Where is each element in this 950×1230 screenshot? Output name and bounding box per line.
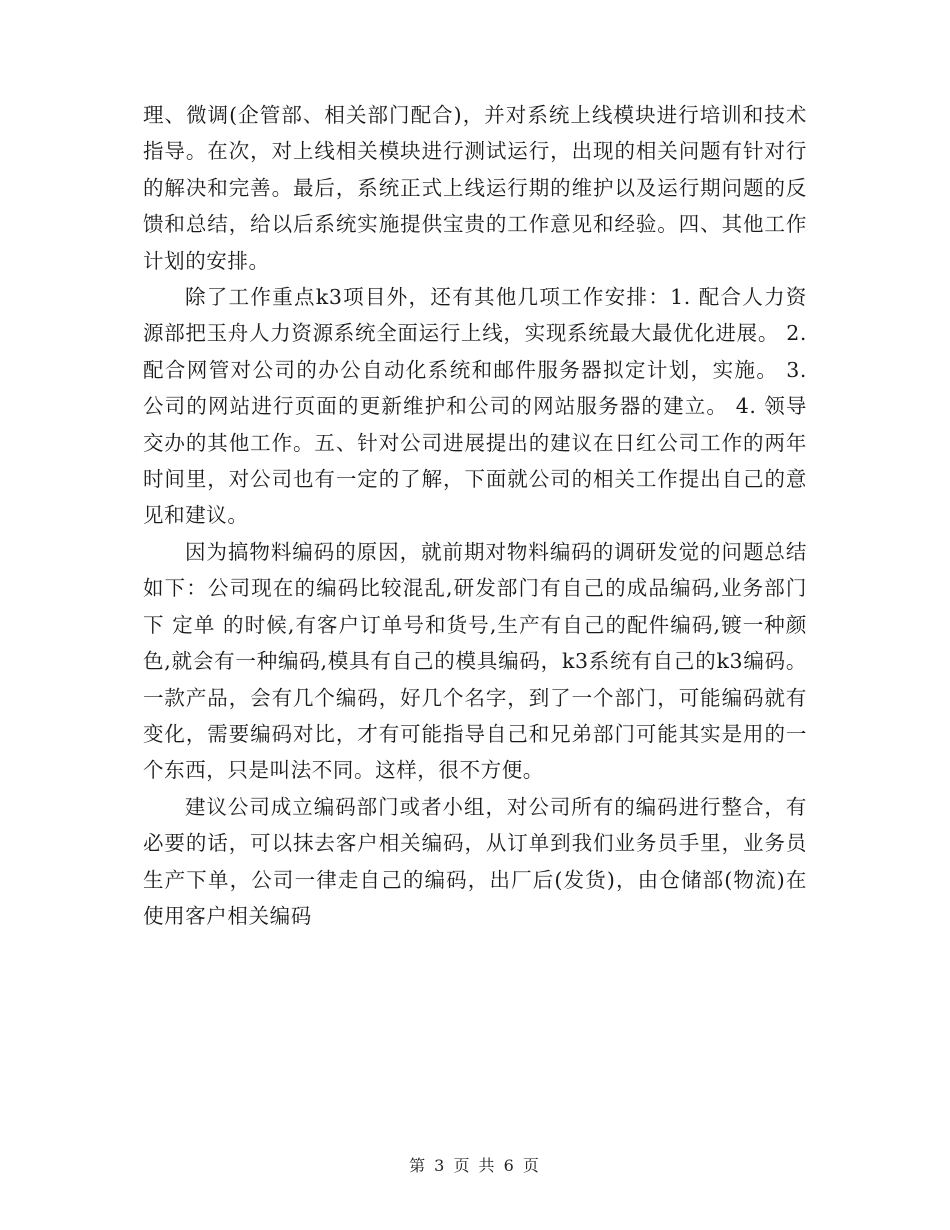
paragraph-1: 理、微调(企管部、相关部门配合)，并对系统上线模块进行培训和技术指导。在次，对上线相关模块进行测试运行，出现的相关问题有针对行的解决和完善。最后，系统正式上线运行期的维护以及运行期问题的反馈和总结，给以后系统实施提供宝贵的工作意见和经验。四、其他工作计划的安排。 [143, 103, 807, 273]
paragraph-4: 建议公司成立编码部门或者小组，对公司所有的编码进行整合，有必要的话，可以抹去客户相关编码，从订单到我们业务员手里，业务员生产下单，公司一律走自己的编码，出厂后(发货)，由仓储部(物流)在使用客户相关编码 [143, 794, 807, 928]
document-body [143, 97, 807, 934]
paragraph-3: 因为搞物料编码的原因，就前期对物料编码的调研发觉的问题总结如下：公司现在的编码比较混乱,研发部门有自己的成品编码,业务部门下 定单 的时候,有客户订单号和货号,生产有自己的配件编码,镀一种颜色,就会有一种编码,模具有自己的模具编码，k3系统有自己的k3编码。一款产品，会有几个编码，好几个名字，到了一个部门，可能编码就有变化，需要编码对比，才有可能指导自己和兄弟部门可能其实是用的一个东西，只是叫法不同。这样，很不方便。 [143, 539, 807, 783]
paragraph-2: 除了工作重点k3项目外，还有其他几项工作安排：1. 配合人力资源部把玉舟人力资源系统全面运行上线，实现系统最大最优化进展。 2. 配合网管对公司的办公自动化系统和邮件服务器拟定计划，实施。 3. 公司的网站进行页面的更新维护和公司的网站服务器的建立。 4. 领导交办的其他工作。五、针对公司进展提出的建议在日红公司工作的两年时间里，对公司也有一定的了解，下面就公司的相关工作提出自己的意见和建议。 [143, 285, 807, 528]
page-number-footer: 第 3 页 共 6 页 [409, 1156, 541, 1175]
